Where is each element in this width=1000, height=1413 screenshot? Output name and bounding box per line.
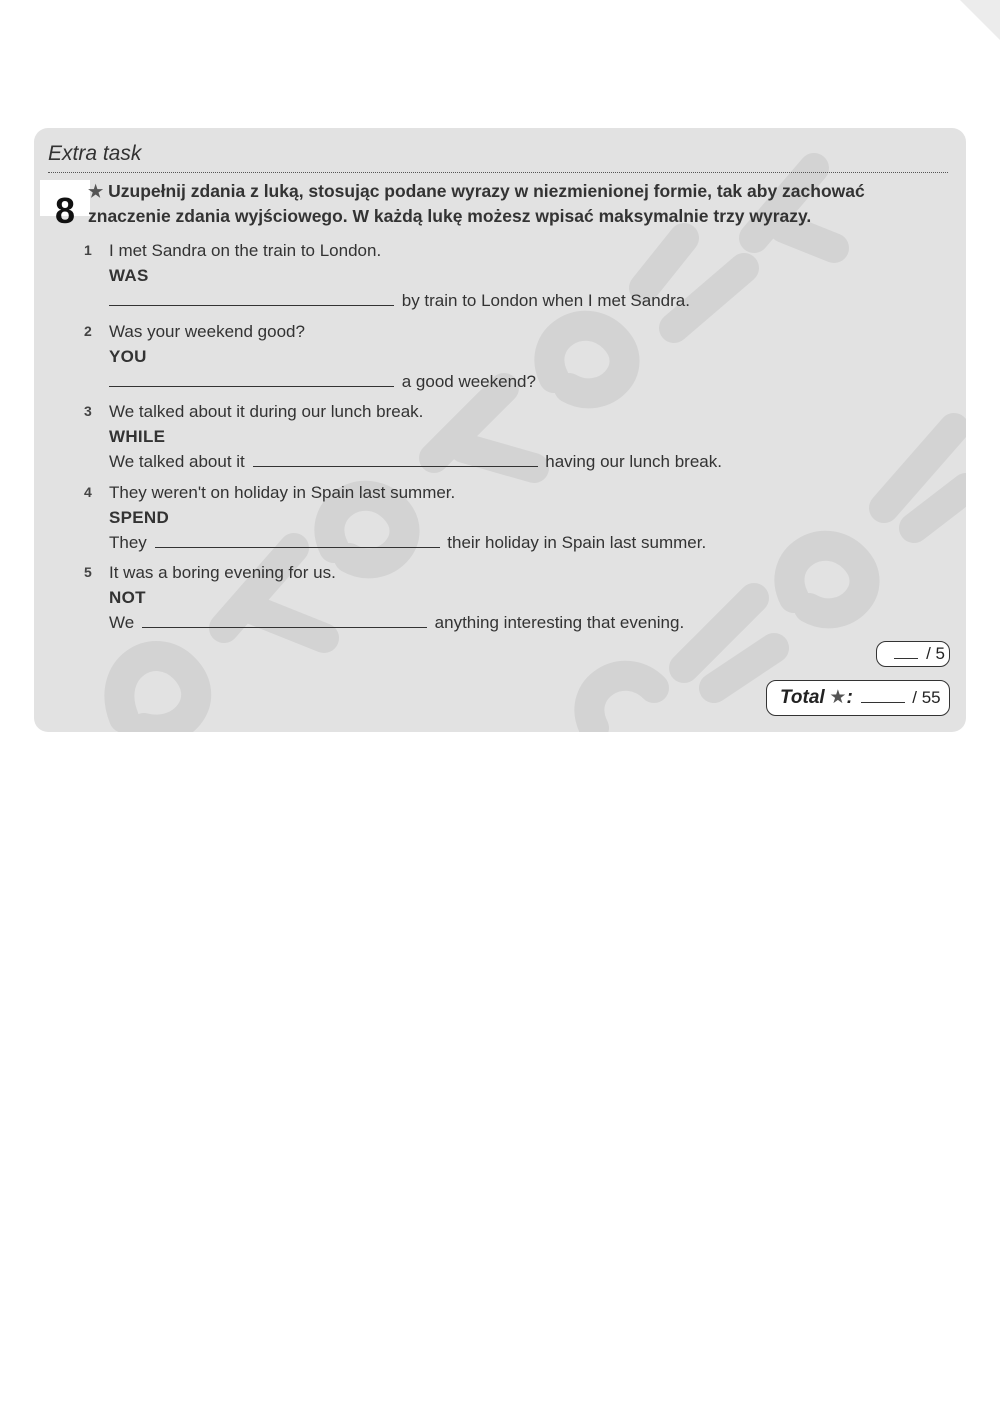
- item-keyword: NOT: [109, 588, 146, 607]
- item-keyword: WHILE: [109, 427, 166, 446]
- exercise-instruction: [88, 179, 948, 229]
- item-answer-line: [109, 369, 536, 394]
- item-before-text: We: [109, 613, 135, 632]
- item-before-text: We talked about it: [109, 452, 245, 471]
- star-icon: ★: [829, 687, 847, 708]
- item-answer-line: [109, 288, 690, 313]
- total-label: Total: [780, 687, 825, 708]
- item-sentence: I met Sandra on the train to London.: [109, 241, 382, 260]
- total-score-max: / 55: [912, 688, 941, 707]
- exercise-score-max: / 5: [926, 644, 945, 663]
- item-after-text: a good weekend?: [401, 372, 536, 391]
- item-sentence: They weren't on holiday in Spain last summer.: [109, 483, 456, 502]
- item-sentence: It was a boring evening for us.: [109, 563, 336, 582]
- page-corner: [960, 0, 1000, 40]
- star-icon: ★: [88, 182, 104, 201]
- exercise-score-box: [876, 641, 950, 667]
- item-sentence: We talked about it during our lunch break.: [109, 402, 424, 421]
- extra-task-panel: [34, 128, 966, 732]
- item-keyword: SPEND: [109, 508, 170, 527]
- item-after-text: anything interesting that evening.: [434, 613, 685, 632]
- item-keyword: WAS: [109, 266, 149, 285]
- section-title: Extra task: [48, 142, 142, 165]
- item-answer-line: [109, 610, 684, 635]
- item-before-text: They: [109, 533, 147, 552]
- title-divider: [48, 172, 948, 173]
- item-sentence: Was your weekend good?: [109, 322, 305, 341]
- answer-blank[interactable]: [109, 289, 394, 306]
- item-after-text: their holiday in Spain last summer.: [447, 533, 707, 552]
- item-after-text: by train to London when I met Sandra.: [401, 291, 690, 310]
- exercise-number: 8: [40, 180, 90, 216]
- instruction-text: Uzupełnij zdania z luką, stosując podane wyrazy w niezmienionej formie, tak aby zachować znaczenie zdania wyjściowego. W każdą lukę możesz wpisać maksymalnie trzy wyrazy.: [88, 181, 865, 226]
- answer-blank[interactable]: [142, 611, 427, 628]
- exercise-score-blank[interactable]: [894, 644, 918, 659]
- item-after-text: having our lunch break.: [545, 452, 722, 471]
- answer-blank[interactable]: [155, 531, 440, 548]
- item-number: 3: [84, 403, 92, 419]
- item-number: 5: [84, 564, 92, 580]
- total-score-box: [766, 680, 950, 716]
- item-number: 4: [84, 484, 92, 500]
- item-number: 1: [84, 242, 92, 258]
- item-answer-line: [109, 530, 706, 555]
- answer-blank[interactable]: [109, 370, 394, 387]
- total-colon: :: [846, 687, 853, 708]
- item-keyword: YOU: [109, 347, 147, 366]
- item-answer-line: [109, 449, 722, 474]
- total-score-blank[interactable]: [861, 686, 905, 703]
- item-number: 2: [84, 323, 92, 339]
- answer-blank[interactable]: [253, 450, 538, 467]
